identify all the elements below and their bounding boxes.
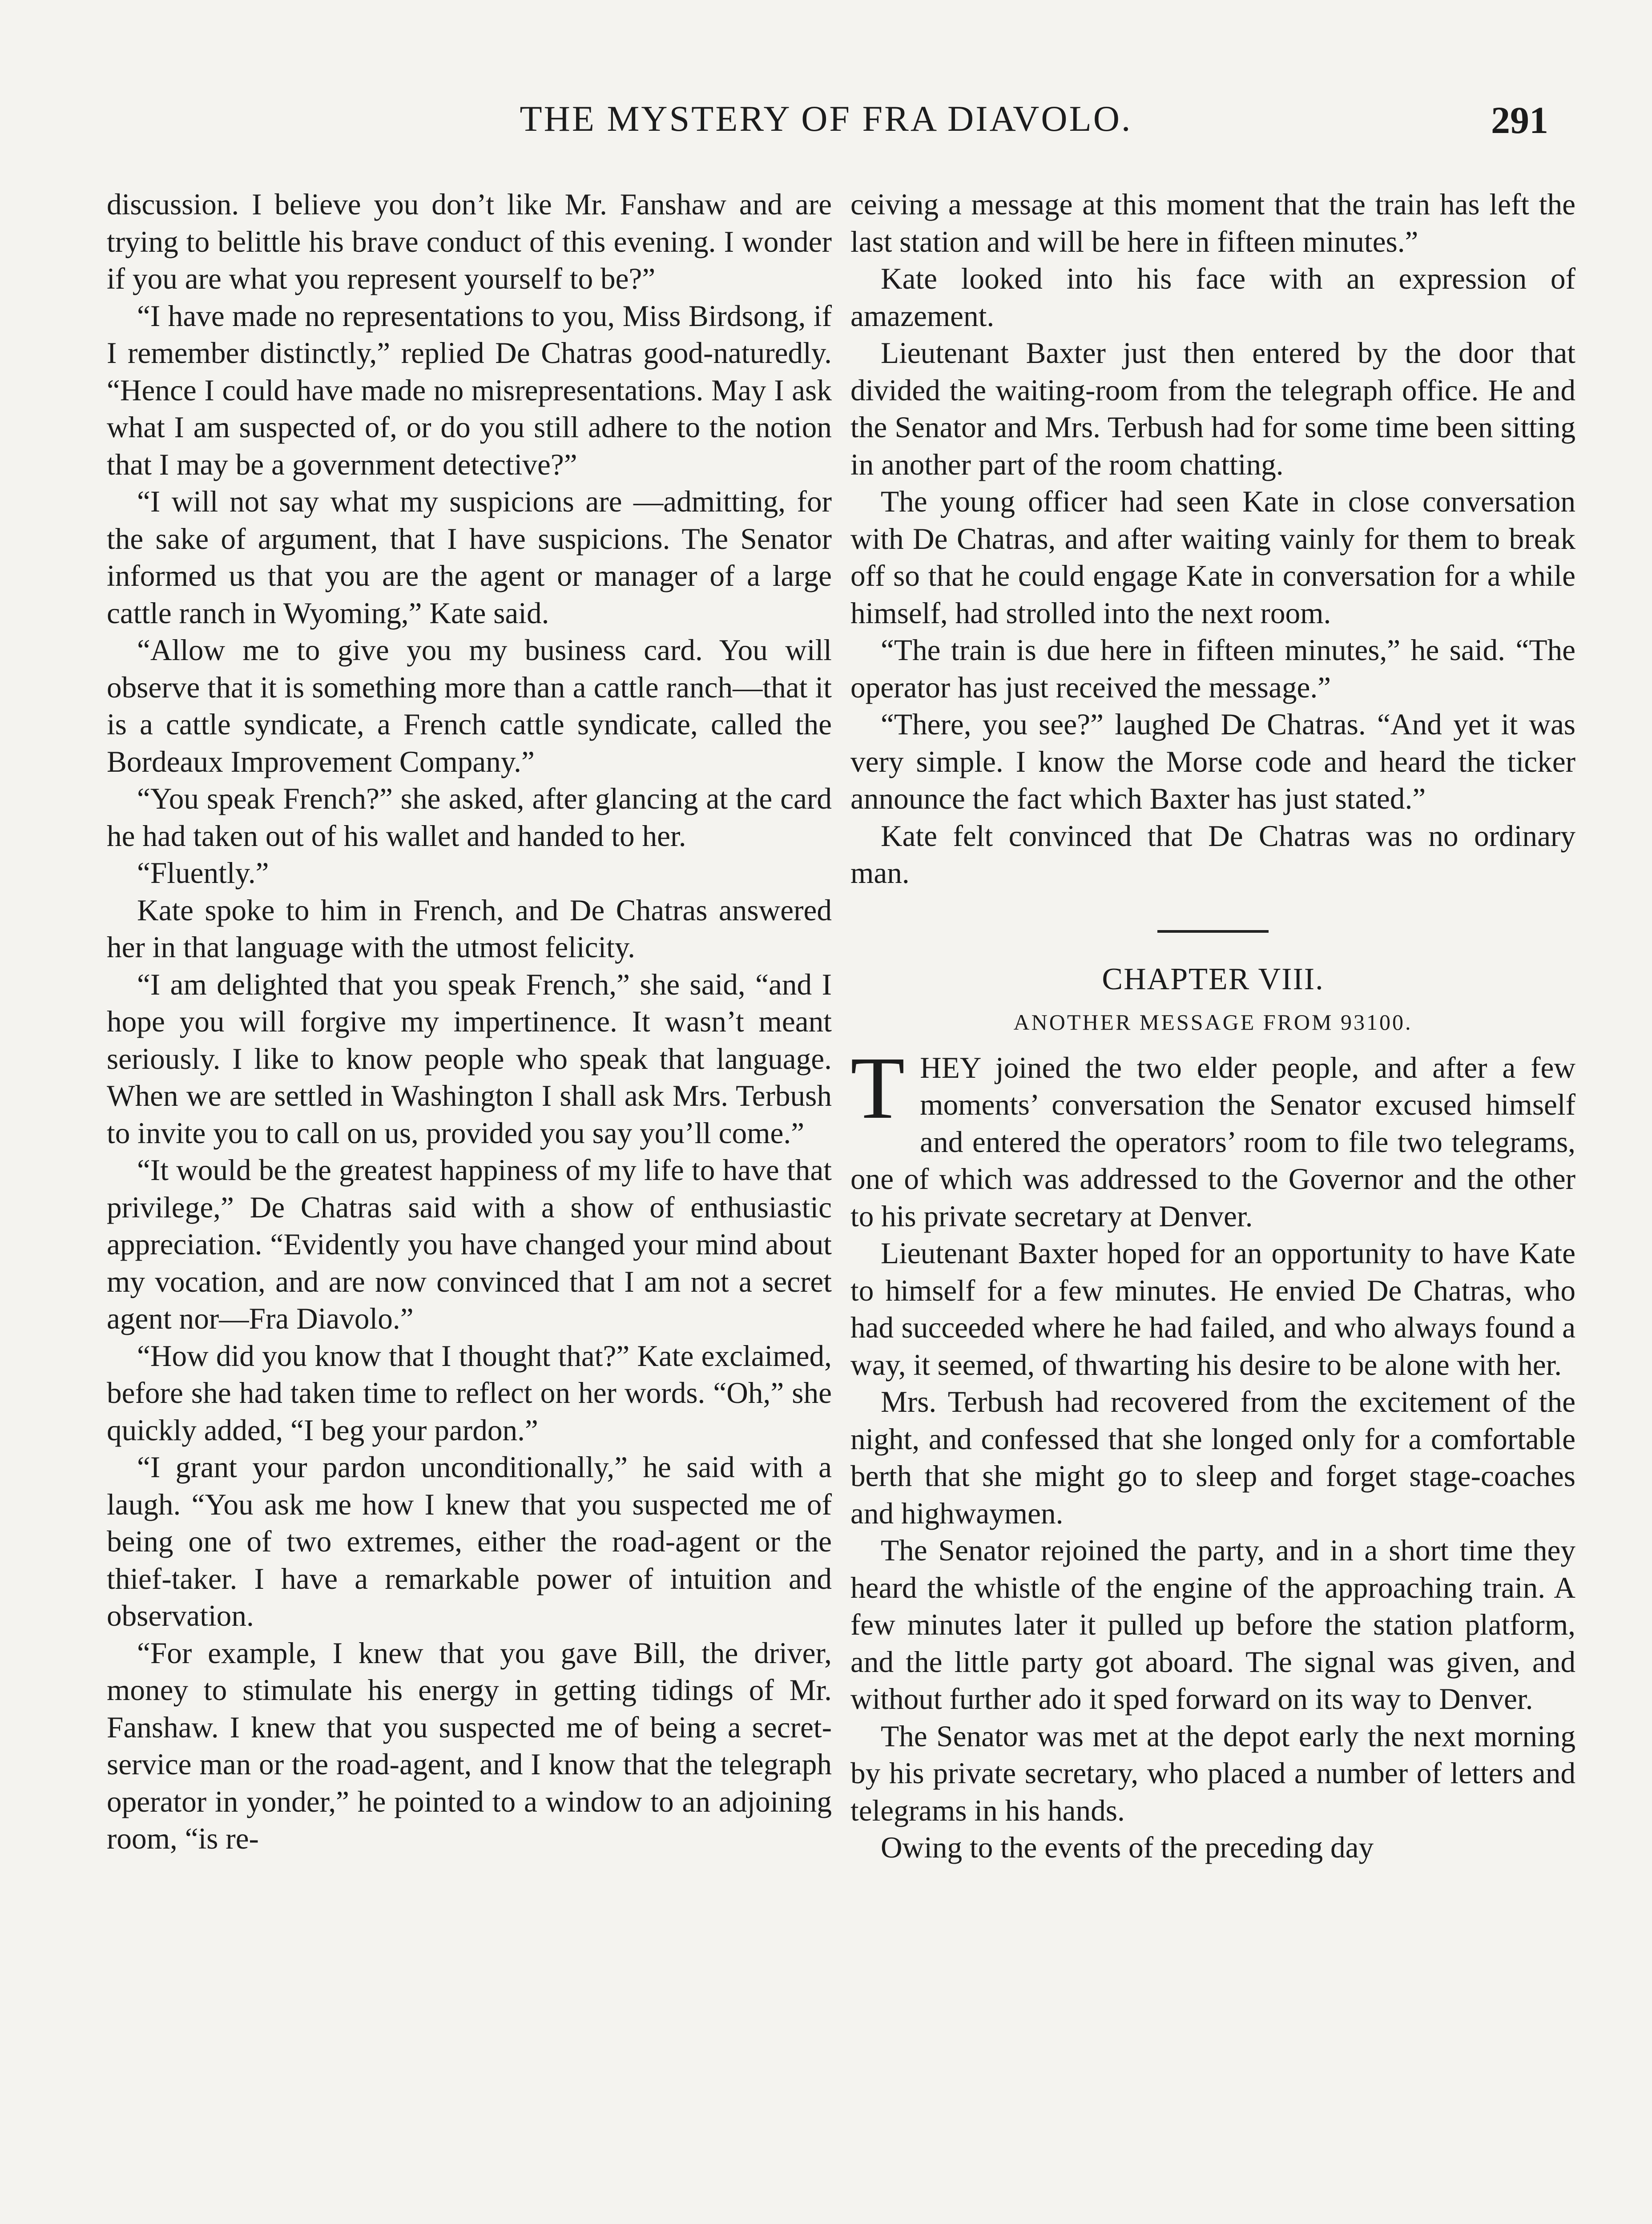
chapter-subheading: ANOTHER MESSAGE FROM 93100. [1013,1009,1413,1035]
paragraph: Owing to the events of the preceding day [881,1831,1374,1864]
paragraph: Lieutenant Baxter hoped for an opportunity to have Kate to himself for a few minutes. He envied De Chatras, who had succeeded where he had failed, and who always found a way, it seemed, of thwarting his desire to be alone with her. [850,1237,1575,1382]
paragraph: “Fluently.” [137,856,269,890]
running-title: THE MYSTERY OF FRA DIAVOLO. [520,98,1132,139]
paragraph: “I am delighted that you speak French,” she said, “and I hope you will forgive my impertinence. It wasn’t meant seriously. I like to know people who speak that language. When we are settled in Washington I shall ask Mrs. Terbush to invite you to call on us, provided you say you’ll come.” [107,967,832,1150]
paragraph: HEY joined the two elder people, and after a few moments’ conversation the Senator excused himself and entered the operators’ room to file two telegrams, one of which was addressed to the Governor and the other to his private secretary at Denver. [850,1051,1575,1233]
left-column [107,186,832,1857]
paragraph: The young officer had seen Kate in close conversation with De Chatras, and after waiting vainly for them to break off so that he could engage Kate in conversation for a while himself, had strolled into the next room. [850,485,1575,630]
paragraph: discussion. I believe you don’t like Mr. Fanshaw and are trying to belittle his brave conduct of this evening. I wonder if you are what you represent yourself to be?” [107,188,832,295]
paragraph: “You speak French?” she asked, after glancing at the card he had taken out of his wallet and handed to her. [107,782,832,853]
paragraph: Mrs. Terbush had recovered from the excitement of the night, and confessed that she longed only for a comfortable berth that she might go to sleep and forget stage-coaches and highwaymen. [850,1385,1575,1530]
paragraph: “I have made no representations to you, Miss Birdsong, if I remember distinctly,” replied De Chatras good-naturedly. “Hence I could have made no misrepresentations. May I ask what I am suspected of, or do you still adhere to the notion that I may be a government detective?” [107,299,832,481]
paragraph: Lieutenant Baxter just then entered by the door that divided the waiting-room from the telegraph office. He and the Senator and Mrs. Terbush had for some time been sitting in another part of the room chatting. [850,336,1575,481]
drop-cap: T [850,1039,905,1137]
paragraph: The Senator was met at the depot early the next morning by his private secretary, who placed a number of letters and telegrams in his hands. [850,1719,1575,1827]
chapter-heading: CHAPTER VIII. [1102,962,1324,996]
paragraph: The Senator rejoined the party, and in a short time they heard the whistle of the engine of the approaching train. A few minutes later it pulled up before the station platform, and the little party got aboard. The signal was given, and without further ado it sped forward on its way to Denver. [850,1534,1575,1716]
paragraph: “I grant your pardon unconditionally,” he said with a laugh. “You ask me how I knew that you suspected me of being one of two extremes, either the road-agent or the thief-taker. I have a remarkable power of intuition and observation. [107,1450,832,1632]
paragraph: ceiving a message at this moment that the train has left the last station and will be here in fifteen minutes.” [850,188,1575,258]
paragraph: “There, you see?” laughed De Chatras. “And yet it was very simple. I know the Morse code and heard the ticker announce the fact which Baxter has just stated.” [850,708,1575,815]
chapter-opening [850,1039,1575,1235]
running-head [0,98,1652,156]
section-divider [1157,930,1269,933]
paragraph: Kate looked into his face with an expression of amazement. [850,262,1575,333]
page-number: 291 [1491,99,1548,141]
paragraph: “How did you know that I thought that?” Kate exclaimed, before she had taken time to reflect on her words. “Oh,” she quickly added, “I beg your pardon.” [107,1339,832,1447]
paragraph: “For example, I knew that you gave Bill, the driver, money to stimulate his energy in getting tidings of Mr. Fanshaw. I knew that you suspected me of being a secret-service man or the road-agent, and I know that the telegraph operator in yonder,” he pointed to a window to an adjoining room, “is re- [107,1636,832,1855]
right-column [850,186,1575,1866]
paragraph: “It would be the greatest happiness of my life to have that privilege,” De Chatras said with a show of enthusiastic appreciation. “Evidently you have changed your mind about my vocation, and are now convinced that I am not a secret agent nor—Fra Diavolo.” [107,1153,832,1335]
paragraph: “The train is due here in fifteen minutes,” he said. “The operator has just received the message.” [850,633,1575,704]
paragraph: “Allow me to give you my business card. You will observe that it is something more than a cattle ranch—that it is a cattle syndicate, a French cattle syndicate, called the Bordeaux Improvement Company.” [107,633,832,778]
paragraph: Kate spoke to him in French, and De Chatras answered her in that language with the utmost felicity. [107,893,832,964]
paragraph: “I will not say what my suspicions are —admitting, for the sake of argument, that I have suspicions. The Senator informed us that you are the agent or manager of a large cattle ranch in Wyoming,” Kate said. [107,485,832,630]
paragraph: Kate felt convinced that De Chatras was no ordinary man. [850,819,1575,890]
